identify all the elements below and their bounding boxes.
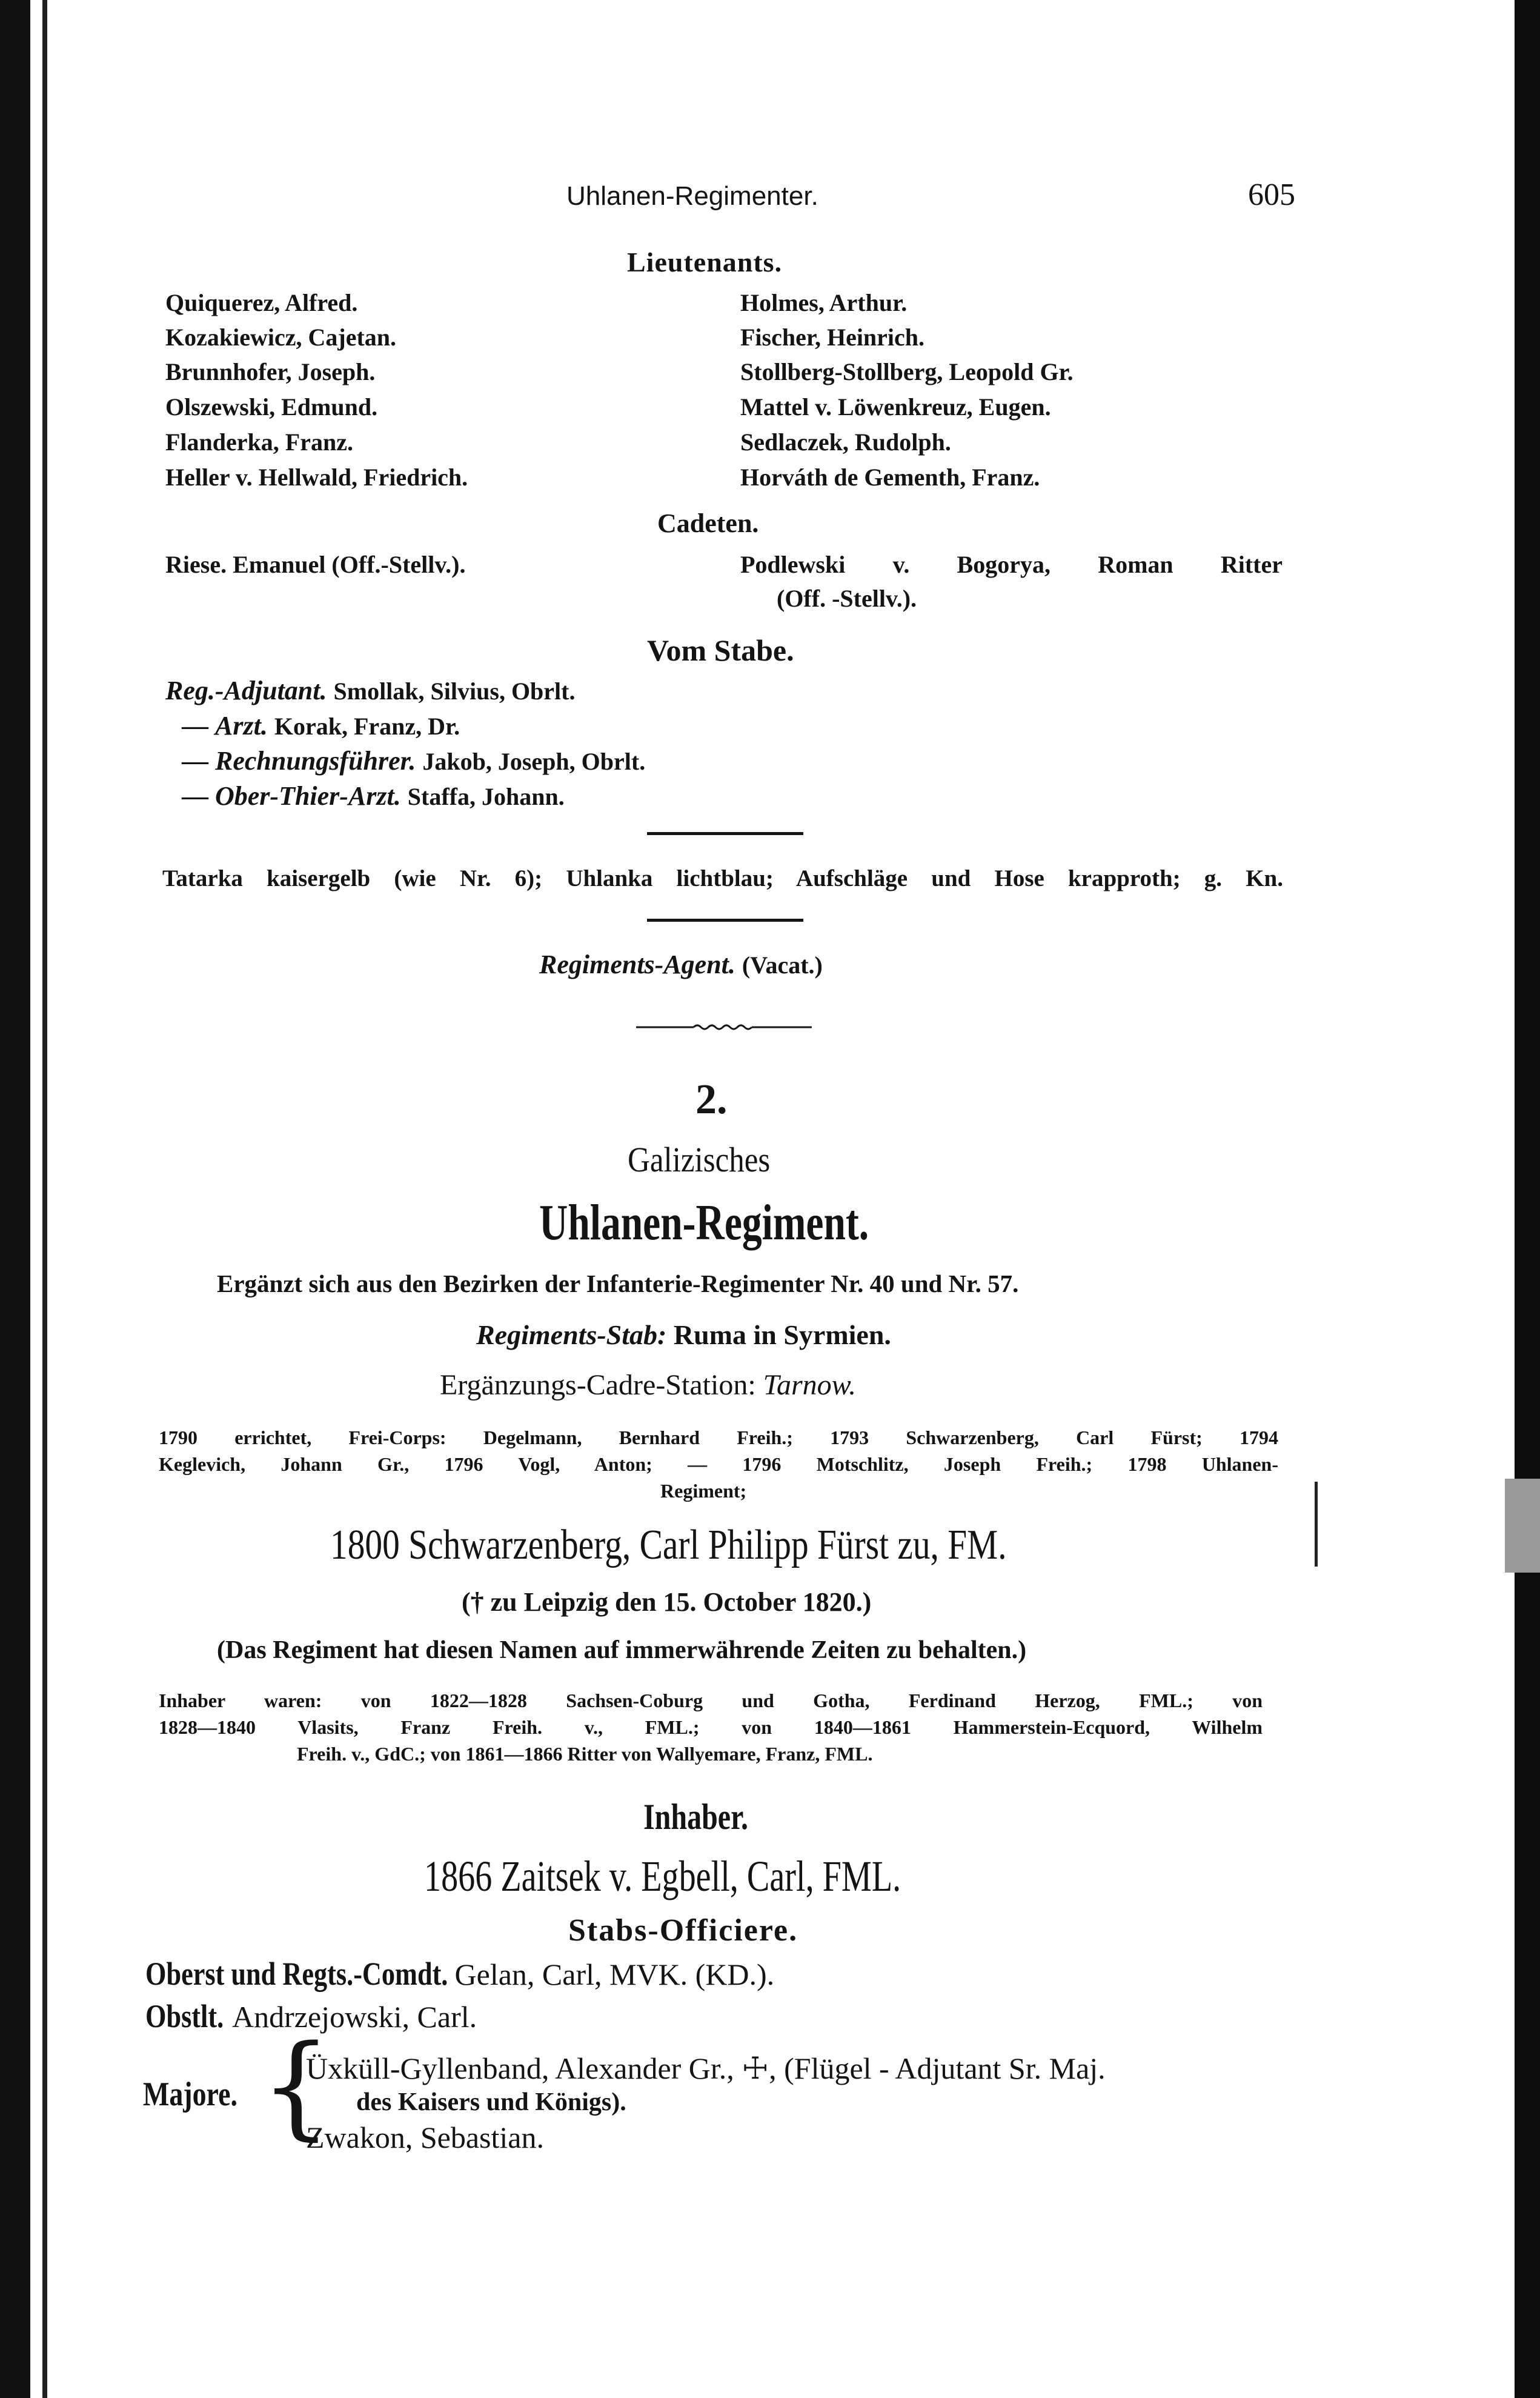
- major-line-1: Üxküll-Gyllenband, Alexander Gr., ☩, (Flügel - Adjutant Sr. Maj.: [306, 2051, 1106, 2085]
- left-scan-edge-inner: [42, 0, 47, 2398]
- obstlt-label: Obstlt.: [145, 1998, 224, 2034]
- stabe-role-4: Ober-Thier-Arzt.: [215, 781, 401, 811]
- major-line-3: Zwakon, Sebastian.: [306, 2120, 544, 2154]
- inhaber-value: 1866 Zaitsek v. Egbell, Carl, FML.: [424, 1852, 901, 1900]
- stabe-role-1: Reg.-Adjutant.: [165, 676, 327, 705]
- separator-rule-1: [647, 832, 803, 835]
- lieutenant-left-1: Quiquerez, Alfred.: [165, 289, 358, 316]
- inhaber-heading: Inhaber.: [643, 1797, 748, 1837]
- namesake-death: († zu Leipzig den 15. October 1820.): [462, 1587, 872, 1617]
- stab-label: Regiments-Stab:: [476, 1319, 667, 1350]
- wavy-divider: [636, 1023, 812, 1031]
- cadet-left: Riese. Emanuel (Off.-Stellv.).: [165, 551, 466, 578]
- stabe-role-3: Rechnungsführer.: [215, 746, 416, 776]
- vom-stabe-heading: Vom Stabe.: [647, 633, 794, 667]
- cadet-right-line1: Podlewski v. Bogorya, Roman Ritter: [740, 551, 1283, 578]
- regiments-stab: [476, 1321, 891, 1349]
- left-scan-edge: [0, 0, 30, 2398]
- oberst-value: Gelan, Carl, MVK. (KD.).: [454, 1957, 775, 1991]
- lieutenant-right-3: Stollberg-Stollberg, Leopold Gr.: [740, 358, 1074, 385]
- running-title: Uhlanen-Regimenter.: [566, 181, 818, 211]
- history-line-2: Keglevich, Johann Gr., 1796 Vogl, Anton; — 1796 Motschlitz, Joseph Freih.; 1798 Uhlanen-: [159, 1453, 1278, 1475]
- separator-rule-2: [647, 919, 803, 922]
- page-number: 605: [1248, 178, 1295, 212]
- history-line-3: Regiment;: [660, 1480, 747, 1502]
- majore-label: Majore.: [143, 2076, 237, 2113]
- stabe-dash-4: —: [182, 781, 208, 811]
- stabe-dash-2: —: [182, 711, 208, 741]
- lieutenant-right-5: Sedlaczek, Rudolph.: [740, 428, 951, 456]
- lieutenant-left-6: Heller v. Hellwald, Friedrich.: [165, 464, 468, 491]
- namesake: 1800 Schwarzenberg, Carl Philipp Fürst zu, FM.: [330, 1522, 1007, 1568]
- right-scan-tab: [1505, 1479, 1540, 1573]
- lieutenant-right-6: Horváth de Gementh, Franz.: [740, 464, 1040, 491]
- history-line-1: 1790 errichtet, Frei-Corps: Degelmann, Bernhard Freih.; 1793 Schwarzenberg, Carl Fürst; 1794: [159, 1427, 1278, 1448]
- lieutenant-left-5: Flanderka, Franz.: [165, 428, 353, 456]
- stabe-entry-2: [182, 713, 460, 739]
- lieutenants-heading: Lieutenants.: [627, 247, 783, 278]
- namesake-note: (Das Regiment hat diesen Namen auf immerwährende Zeiten zu behalten.): [217, 1636, 1027, 1664]
- stabs-officiere-heading: Stabs-Officiere.: [568, 1913, 798, 1948]
- stabe-dash-3: —: [182, 746, 208, 776]
- agent-label: Regiments-Agent.: [539, 950, 735, 979]
- lieutenant-left-3: Brunnhofer, Joseph.: [165, 358, 376, 385]
- recruitment-district: Ergänzt sich aus den Bezirken der Infanterie-Regimenter Nr. 40 und Nr. 57.: [217, 1270, 1019, 1297]
- uniform-description: Tatarka kaisergelb (wie Nr. 6); Uhlanka lichtblau; Aufschläge und Hose krapproth; g. Kn.: [162, 865, 1283, 891]
- margin-mark: [1315, 1482, 1318, 1567]
- stabe-role-2: Arzt.: [215, 711, 268, 741]
- stabe-entry-4: [182, 783, 565, 810]
- agent-value: (Vacat.): [742, 951, 823, 979]
- stab-value: Ruma in Syrmien.: [673, 1319, 891, 1350]
- lieutenant-right-4: Mattel v. Löwenkreuz, Eugen.: [740, 393, 1051, 421]
- former-owners-line-2: 1828—1840 Vlasits, Franz Freih. v., FML.; von 1840—1861 Hammerstein-Ecquord, Wilhelm: [159, 1716, 1263, 1738]
- major-line-2: des Kaisers und Königs).: [356, 2088, 626, 2116]
- regiments-agent: [539, 951, 823, 978]
- cadre-value: Tarnow.: [763, 1369, 857, 1401]
- obstlt-value: Andrzejowski, Carl.: [232, 2000, 477, 2034]
- stabe-name-3: Jakob, Joseph, Obrlt.: [422, 748, 646, 775]
- regiment-name-line1: Galizisches: [628, 1140, 771, 1179]
- stabe-name-4: Staffa, Johann.: [407, 783, 565, 810]
- stabe-entry-3: [182, 748, 645, 774]
- former-owners-line-3: Freih. v., GdC.; von 1861—1866 Ritter von Wallyemare, Franz, FML.: [297, 1743, 873, 1765]
- oberst-line: [145, 1957, 774, 1990]
- regiment-name-line2: Uhlanen-Regiment.: [539, 1194, 869, 1251]
- cadeten-heading: Cadeten.: [657, 508, 759, 538]
- stabe-name-2: Korak, Franz, Dr.: [274, 713, 460, 740]
- lieutenant-right-1: Holmes, Arthur.: [740, 289, 908, 316]
- majore-brace: {: [261, 2020, 332, 2151]
- lieutenant-left-4: Olszewski, Edmund.: [165, 393, 378, 421]
- cadet-right-line2: (Off. -Stellv.).: [777, 585, 917, 612]
- stabe-entry-1: [165, 678, 575, 704]
- lieutenant-left-2: Kozakiewicz, Cajetan.: [165, 324, 397, 351]
- right-scan-edge: [1515, 0, 1540, 2398]
- former-owners-line-1: Inhaber waren: von 1822—1828 Sachsen-Coburg und Gotha, Ferdinand Herzog, FML.; von: [159, 1690, 1263, 1711]
- oberst-label: Oberst und Regts.-Comdt.: [145, 1956, 448, 1992]
- cadre-label: Ergänzungs-Cadre-Station:: [440, 1369, 756, 1401]
- regiment-number: 2.: [695, 1076, 728, 1123]
- lieutenant-right-2: Fischer, Heinrich.: [740, 324, 925, 351]
- stabe-name-1: Smollak, Silvius, Obrlt.: [333, 678, 576, 705]
- cadre-station: [440, 1371, 856, 1400]
